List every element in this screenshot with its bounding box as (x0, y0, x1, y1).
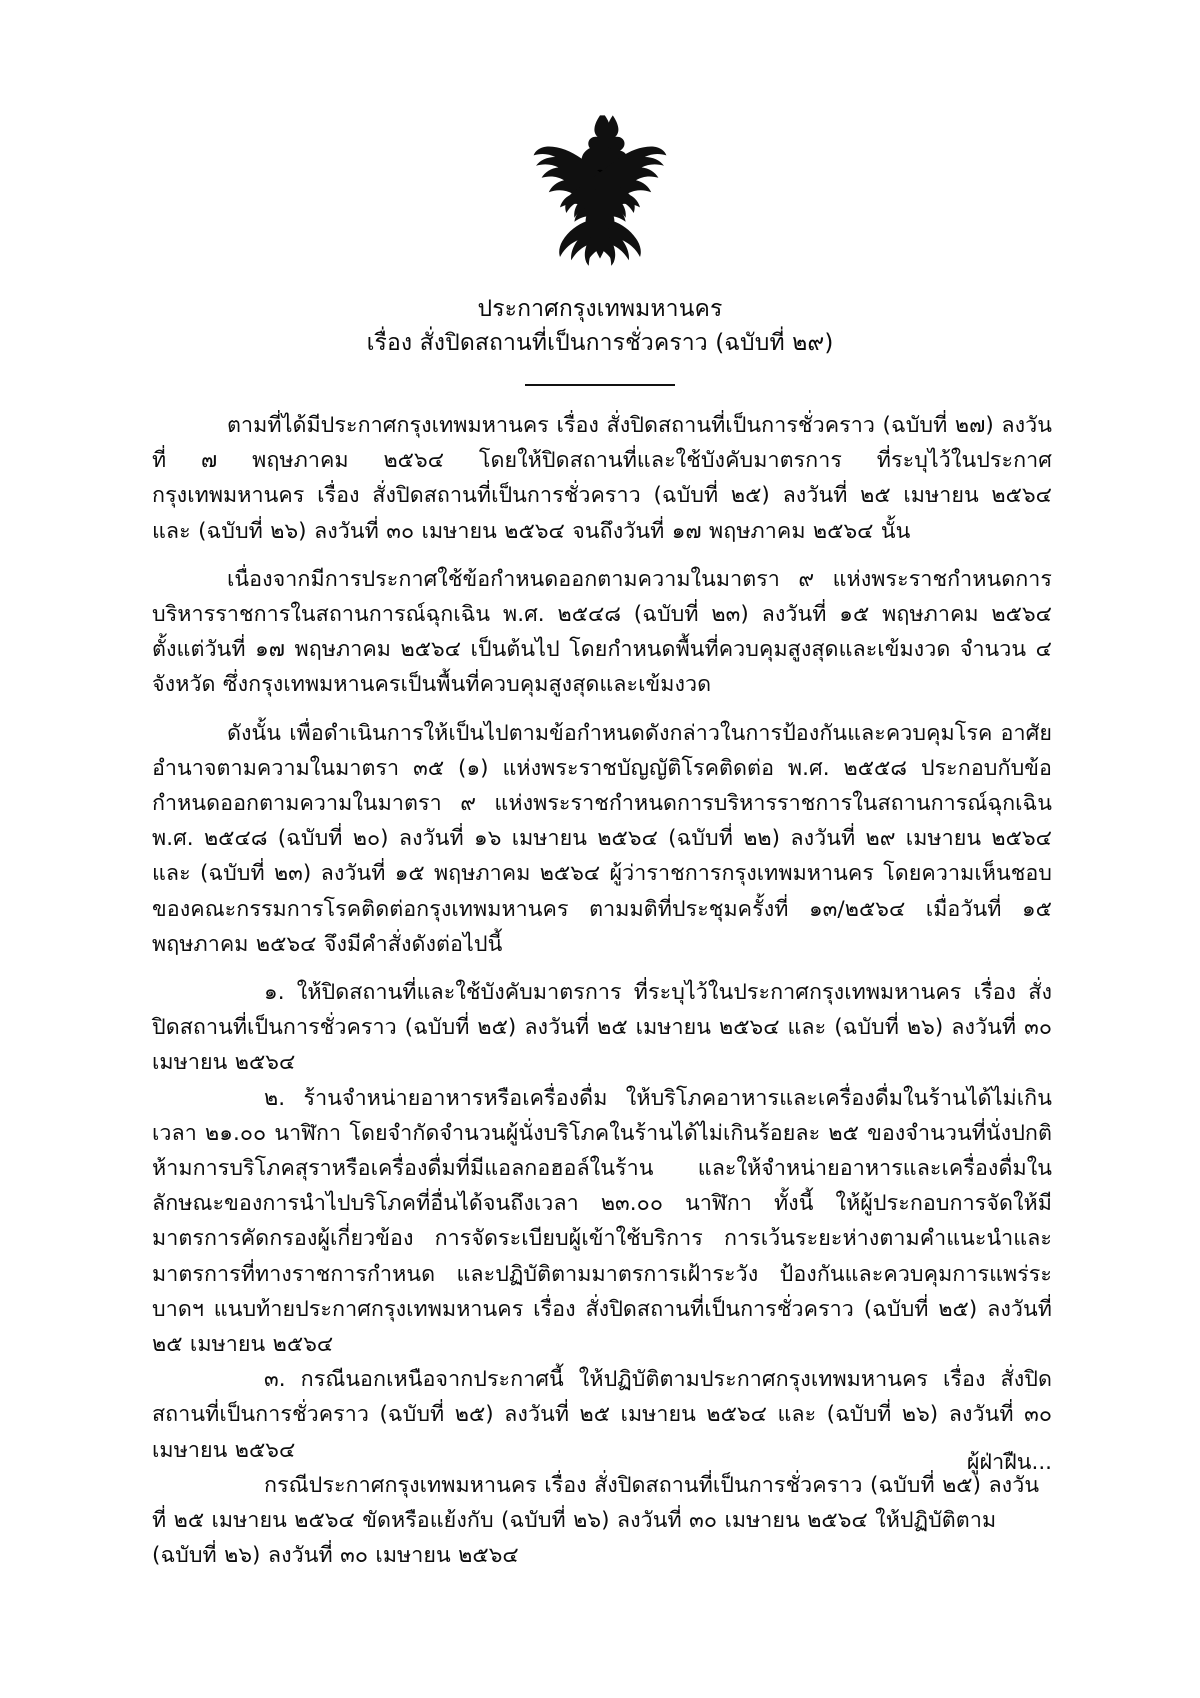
paragraph-preamble-1: ตามที่ได้มีประกาศกรุงเทพมหานคร เรื่อง สั่งปิดสถานที่เป็นการชั่วคราว (ฉบับที่ ๒๗) ลงวันที่ ๗ พฤษภาคม ๒๕๖๔ โดยให้ปิดสถานที่และใช้บังคับมาตรการ ที่ระบุไว้ในประกาศกรุงเทพมหานคร เรื่อง สั่งปิดสถานที่เป็นการชั่วคราว (ฉบับที่ ๒๕) ลงวันที่ ๒๕ เมษายน ๒๕๖๔ และ (ฉบับที่ ๒๖) ลงวันที่ ๓๐ เมษายน ๒๕๖๔ จนถึงวันที่ ๑๗ พฤษภาคม ๒๕๖๔ นั้น (152, 413, 1052, 544)
emblem-container (0, 108, 1200, 278)
clause-3: ๓. กรณีนอกเหนือจากประกาศนี้ ให้ปฏิบัติตามประกาศกรุงเทพมหานคร เรื่อง สั่งปิดสถานที่เป็นการชั่วคราว (ฉบับที่ ๒๕) ลงวันที่ ๒๕ เมษายน ๒๕๖๔ และ (ฉบับที่ ๒๖) ลงวันที่ ๓๐ เมษายน ๒๕๖๔ (152, 1367, 1052, 1463)
paragraph-preamble-2: เนื่องจากมีการประกาศใช้ข้อกำหนดออกตามความในมาตรา ๙ แห่งพระราชกำหนดการบริหารราชการในสถานการณ์ฉุกเฉิน พ.ศ. ๒๕๔๘ (ฉบับที่ ๒๓) ลงวันที่ ๑๕ พฤษภาคม ๒๕๖๔ ตั้งแต่วันที่ ๑๗ พฤษภาคม ๒๕๖๔ เป็นต้นไป โดยกำหนดพื้นที่ควบคุมสูงสุดและเข้มงวด จำนวน ๔ จังหวัด ซึ่งกรุงเทพมหานครเป็นพื้นที่ควบคุมสูงสุดและเข้มงวด (152, 566, 1052, 698)
document-body (152, 408, 1052, 1574)
title-divider-container (0, 384, 1200, 386)
title-divider (525, 384, 675, 386)
garuda-emblem (520, 108, 680, 278)
clause-2: ๒. ร้านจำหน่ายอาหารหรือเครื่องดื่ม ให้บริโภคอาหารและเครื่องดื่มในร้านได้ไม่เกินเวลา ๒๑.๐๐ นาฬิกา โดยจำกัดจำนวนผู้นั่งบริโภคในร้านได้ไม่เกินร้อยละ ๒๕ ของจำนวนที่นั่งปกติ ห้ามการบริโภคสุราหรือเครื่องดื่มที่มีแอลกอฮอล์ในร้าน และให้จำหน่ายอาหารและเครื่องดื่มในลักษณะของการนำไปบริโภคที่อื่นได้จนถึงเวลา ๒๓.๐๐ นาฬิกา ทั้งนี้ ให้ผู้ประกอบการจัดให้มีมาตรการคัดกรองผู้เกี่ยวข้อง การจัดระเบียบผู้เข้าใช้บริการ การเว้นระยะห่างตามคำแนะนำและมาตรการที่ทางราชการกำหนด และปฏิบัติตามมาตรการเฝ้าระวัง ป้องกันและควบคุมการแพร่ระบาดฯ แนบท้ายประกาศกรุงเทพมหานคร เรื่อง สั่งปิดสถานที่เป็นการชั่วคราว (ฉบับที่ ๒๕) ลงวันที่ ๒๕ เมษายน ๒๕๖๔ (152, 1085, 1052, 1358)
clause-1: ๑. ให้ปิดสถานที่และใช้บังคับมาตรการ ที่ระบุไว้ในประกาศกรุงเทพมหานคร เรื่อง สั่งปิดสถานที่เป็นการชั่วคราว (ฉบับที่ ๒๕) ลงวันที่ ๒๕ เมษายน ๒๕๖๔ และ (ฉบับที่ ๒๖) ลงวันที่ ๓๐ เมษายน ๒๕๖๔ (152, 980, 1052, 1076)
clause-3-subparagraph: กรณีประกาศกรุงเทพมหานคร เรื่อง สั่งปิดสถานที่เป็นการชั่วคราว (ฉบับที่ ๒๕) ลงวันที่ ๒๕ เมษายน ๒๕๖๔ ขัดหรือแย้งกับ (ฉบับที่ ๒๖) ลงวันที่ ๓๐ เมษายน ๒๕๖๔ ให้ปฏิบัติตาม (ฉบับที่ ๒๖) ลงวันที่ ๓๐ เมษายน ๒๕๖๔ (152, 1472, 1040, 1569)
paragraph-preamble-3: ดังนั้น เพื่อดำเนินการให้เป็นไปตามข้อกำหนดดังกล่าวในการป้องกันและควบคุมโรค อาศัยอำนาจตามความในมาตรา ๓๕ (๑) แห่งพระราชบัญญัติโรคติดต่อ พ.ศ. ๒๕๕๘ ประกอบกับข้อกำหนดออกตามความในมาตรา ๙ แห่งพระราชกำหนดการบริหารราชการในสถานการณ์ฉุกเฉิน พ.ศ. ๒๕๔๘ (ฉบับที่ ๒๐) ลงวันที่ ๑๖ เมษายน ๒๕๖๔ (ฉบับที่ ๒๒) ลงวันที่ ๒๙ เมษายน ๒๕๖๔ และ (ฉบับที่ ๒๓) ลงวันที่ ๑๕ พฤษภาคม ๒๕๖๔ ผู้ว่าราชการกรุงเทพมหานคร โดยความเห็นชอบของคณะกรรมการโรคติดต่อกรุงเทพมหานคร ตามมติที่ประชุมครั้งที่ ๑๓/๒๕๖๔ เมื่อวันที่ ๑๕ พฤษภาคม ๒๕๖๔ จึงมีคำสั่งดังต่อไปนี้ (152, 720, 1052, 957)
continuation-note: ผู้ฝ่าฝืน... (966, 1450, 1052, 1475)
page-title: ประกาศกรุงเทพมหานคร (477, 296, 723, 322)
title-block (0, 294, 1200, 359)
page-subtitle: เรื่อง สั่งปิดสถานที่เป็นการชั่วคราว (ฉบับที่ ๒๙) (366, 330, 834, 356)
